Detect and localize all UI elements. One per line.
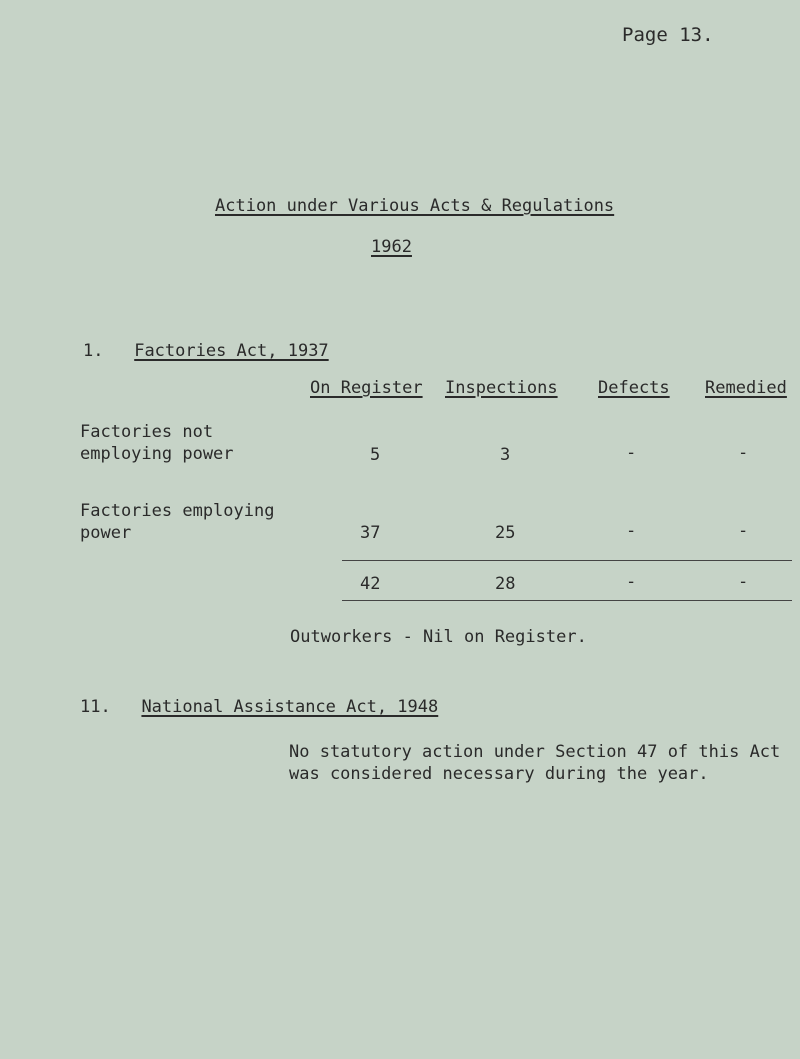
section2-paragraph: No statutory action under Section 47 of this Act was considered necessary during the year. [289,742,781,784]
document-title: Action under Various Acts & Regulations [215,196,615,216]
row-label-line: power [80,523,132,543]
table-cell: - [626,521,637,541]
table-cell: 3 [500,445,511,465]
column-header-inspections: Inspections [445,378,558,398]
section1-title: Factories Act, 1937 [134,341,329,361]
table-cell: - [738,443,749,463]
total-cell: - [738,572,749,592]
section2-title: National Assistance Act, 1948 [141,697,439,717]
total-cell: 28 [495,574,516,594]
table-cell: - [738,521,749,541]
total-cell: - [626,572,637,592]
section2-heading [80,697,438,717]
outworkers-note: Outworkers - Nil on Register. [290,627,587,647]
section1-heading [83,341,329,361]
column-header-on-register: On Register [310,378,423,398]
section2-number: 11. [80,697,111,717]
row-label-factories-employing-power [80,500,274,544]
total-cell: 42 [360,574,381,594]
row-label-line: Factories not [80,422,214,442]
row-label-line: Factories employing [80,501,275,521]
page-number: Page 13. [622,24,714,46]
document-year: 1962 [371,237,412,257]
table-cell: 37 [360,523,381,543]
row-label-line: employing power [80,444,234,464]
table-cell: 25 [495,523,516,543]
table-cell: 5 [370,445,381,465]
table-cell: - [626,443,637,463]
totals-rule-top [342,560,792,561]
column-header-defects: Defects [598,378,670,398]
totals-rule-bottom [342,600,792,601]
row-label-factories-not-employing-power [80,421,234,465]
column-header-remedied: Remedied [705,378,787,398]
section1-number: 1. [83,341,104,361]
